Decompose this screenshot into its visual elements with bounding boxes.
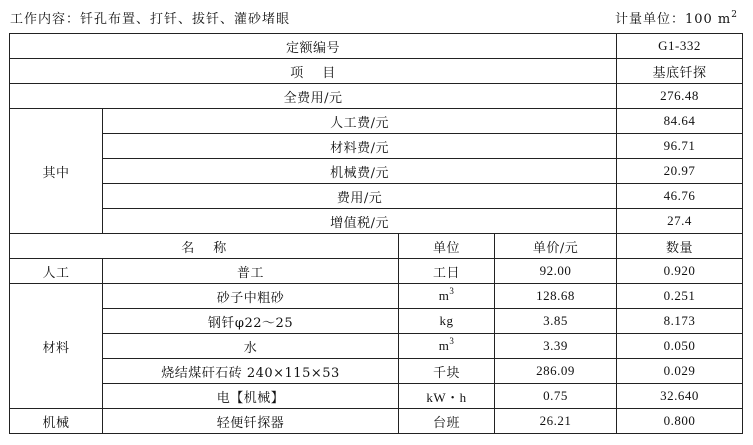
breakdown-value: 96.71 xyxy=(617,134,743,159)
resource-quantity: 0.050 xyxy=(617,334,743,359)
unit-text: kW・h xyxy=(426,389,467,405)
breakdown-row xyxy=(10,159,743,184)
resource-name: 砂子中粗砂 xyxy=(103,284,399,309)
breakdown-value: 84.64 xyxy=(617,109,743,134)
resource-quantity: 0.029 xyxy=(617,359,743,384)
resource-name: 水 xyxy=(103,334,399,359)
column-header-row xyxy=(10,234,743,259)
breakdown-row xyxy=(10,184,743,209)
breakdown-label: 机械费/元 xyxy=(103,159,617,184)
materials-group-label: 材料 xyxy=(10,284,103,409)
unit-text: m xyxy=(438,288,450,303)
unit-text: m xyxy=(438,338,450,353)
column-header-price: 单价/元 xyxy=(495,234,617,259)
quota-number-label: 定额编号 xyxy=(10,34,617,59)
unit-text: 千块 xyxy=(432,365,460,381)
resource-name: 烧结煤矸石砖 240×115×53 xyxy=(103,359,399,384)
column-header-unit: 单位 xyxy=(399,234,495,259)
material-row xyxy=(10,384,743,409)
resource-name: 轻便钎探器 xyxy=(103,409,399,434)
breakdown-group-label: 其中 xyxy=(10,109,103,234)
resource-quantity: 0.251 xyxy=(617,284,743,309)
resource-quantity: 32.640 xyxy=(617,384,743,409)
item-label: 项 目 xyxy=(10,59,617,84)
resource-quantity: 0.800 xyxy=(617,409,743,434)
item-value: 基底钎探 xyxy=(617,59,743,84)
material-row xyxy=(10,359,743,384)
resource-price: 128.68 xyxy=(495,284,617,309)
machinery-row xyxy=(10,409,743,434)
column-header-name: 名 称 xyxy=(10,234,399,259)
resource-name: 电【机械】 xyxy=(103,384,399,409)
resource-quantity: 0.920 xyxy=(617,259,743,284)
material-row xyxy=(10,309,743,334)
total-cost-value: 276.48 xyxy=(617,84,743,109)
unit-label: 计量单位：100 m xyxy=(614,12,732,27)
breakdown-label: 材料费/元 xyxy=(103,134,617,159)
breakdown-value: 27.4 xyxy=(617,209,743,234)
labor-row xyxy=(10,259,743,284)
breakdown-value: 46.76 xyxy=(617,184,743,209)
labor-group-label: 人工 xyxy=(10,259,103,284)
breakdown-row xyxy=(10,209,743,234)
unit-superscript: 2 xyxy=(731,9,738,20)
unit-superscript: 3 xyxy=(449,335,455,346)
breakdown-label: 人工费/元 xyxy=(103,109,617,134)
resource-unit xyxy=(399,359,495,384)
breakdown-row xyxy=(10,134,743,159)
material-row xyxy=(10,334,743,359)
column-header-quantity: 数量 xyxy=(617,234,743,259)
resource-unit xyxy=(399,334,495,359)
resource-price: 0.75 xyxy=(495,384,617,409)
unit-superscript: 3 xyxy=(449,285,455,296)
quota-number-value: G1-332 xyxy=(617,34,743,59)
total-cost-row xyxy=(10,84,743,109)
resource-quantity: 8.173 xyxy=(617,309,743,334)
resource-price: 26.21 xyxy=(495,409,617,434)
breakdown-label: 增值税/元 xyxy=(103,209,617,234)
resource-price: 3.39 xyxy=(495,334,617,359)
resource-unit xyxy=(399,384,495,409)
breakdown-value: 20.97 xyxy=(617,159,743,184)
page-header xyxy=(10,6,740,28)
resource-price: 286.09 xyxy=(495,359,617,384)
resource-price: 3.85 xyxy=(495,309,617,334)
resource-unit xyxy=(399,309,495,334)
resource-unit: 工日 xyxy=(399,259,495,284)
quota-number-row xyxy=(10,34,743,59)
unit-of-measure xyxy=(615,8,738,27)
quota-table xyxy=(9,33,743,434)
item-row xyxy=(10,59,743,84)
machinery-group-label: 机械 xyxy=(10,409,103,434)
resource-name: 钢钎φ22～25 xyxy=(103,309,399,334)
breakdown-label: 费用/元 xyxy=(103,184,617,209)
unit-text: kg xyxy=(439,313,454,328)
work-content: 工作内容：钎孔布置、打钎、拔钎、灌砂堵眼 xyxy=(10,12,291,27)
resource-unit: 台班 xyxy=(399,409,495,434)
resource-name: 普工 xyxy=(103,259,399,284)
resource-price: 92.00 xyxy=(495,259,617,284)
material-row xyxy=(10,284,743,309)
total-cost-label: 全费用/元 xyxy=(10,84,617,109)
breakdown-row xyxy=(10,109,743,134)
resource-unit xyxy=(399,284,495,309)
